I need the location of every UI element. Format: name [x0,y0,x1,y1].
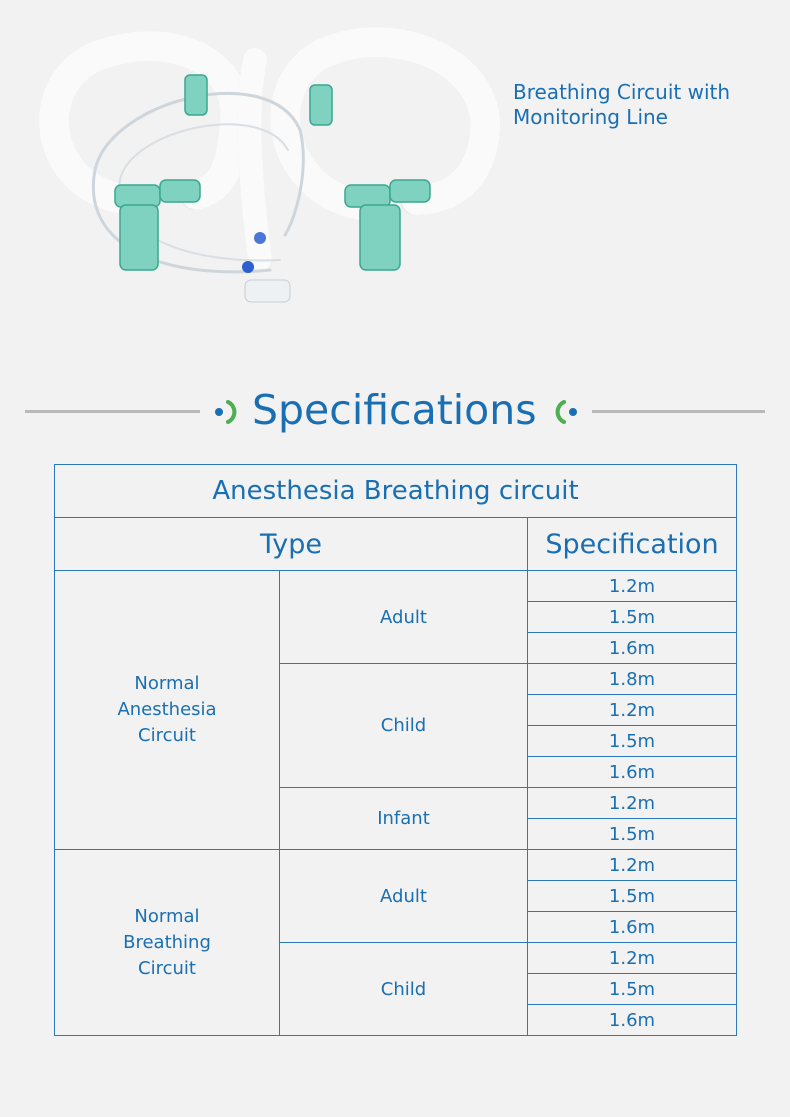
spec-length-cell: 1.2m [528,695,737,726]
divider-right [592,410,765,413]
table-title: Anesthesia Breathing circuit [55,465,737,518]
caption-line-2: Monitoring Line [513,105,668,129]
bracket-dot-right-icon [212,397,240,427]
category-line: Anesthesia [117,699,217,720]
spec-length-cell: 1.6m [528,1005,737,1036]
category-line: Normal [134,673,200,694]
subtype-cell: Child [280,943,528,1036]
category-line: Breathing [123,931,211,953]
spec-length-cell: 1.2m [528,571,737,602]
spec-length-cell: 1.8m [528,664,737,695]
type-header: Type [55,518,528,571]
category-cell [55,571,280,850]
divider-left [25,410,200,413]
spec-length-cell: 1.5m [528,726,737,757]
spec-length-cell: 1.6m [528,633,737,664]
specifications-header [0,380,790,440]
category-line: Circuit [138,725,196,746]
spec-length-cell: 1.6m [528,912,737,943]
product-caption [513,80,730,130]
section-title: Specifications [252,386,537,434]
subtype-cell: Adult [280,850,528,943]
spec-length-cell: 1.5m [528,602,737,633]
spec-length-cell: 1.6m [528,757,737,788]
spec-length-cell: 1.5m [528,974,737,1005]
spec-length-cell: 1.2m [528,850,737,881]
table-row [55,571,737,602]
subtype-cell: Adult [280,571,528,664]
product-photo [20,20,500,340]
specifications-table [54,464,737,1036]
spec-length-cell: 1.5m [528,819,737,850]
category-line: Normal [134,905,200,927]
table-row [55,850,737,881]
spec-length-cell: 1.2m [528,788,737,819]
spec-length-cell: 1.5m [528,881,737,912]
spec-length-cell: 1.2m [528,943,737,974]
specification-header: Specification [528,518,737,571]
category-cell [55,850,280,1036]
subtype-cell: Child [280,664,528,788]
caption-line-1: Breathing Circuit with [513,80,731,104]
category-line: Circuit [138,957,196,979]
subtype-cell: Infant [280,788,528,850]
bracket-dot-left-icon [552,397,580,427]
